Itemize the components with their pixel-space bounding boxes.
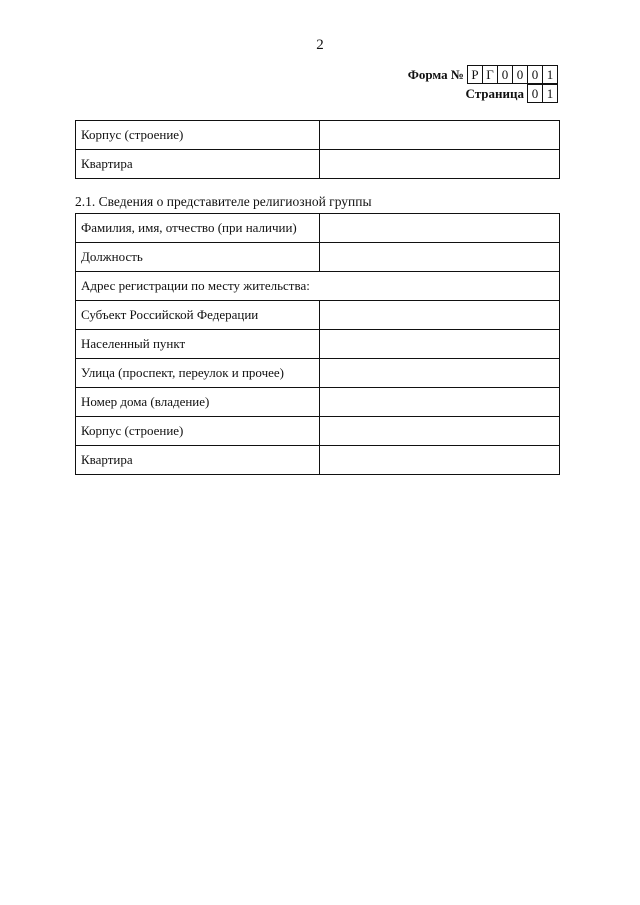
table-row — [76, 388, 560, 417]
street-field[interactable] — [320, 359, 560, 388]
section-title: 2.1. Сведения о представителе религиозной группы — [75, 194, 372, 209]
position-field[interactable] — [320, 243, 560, 272]
table-row — [76, 150, 560, 179]
form-code-cell: Р — [467, 65, 483, 84]
building-label: Корпус (строение) — [76, 121, 320, 150]
form-number-row — [408, 65, 558, 84]
locality-label: Населенный пункт — [76, 330, 320, 359]
building-field[interactable] — [320, 417, 560, 446]
building-value-field[interactable] — [320, 121, 560, 150]
subject-label: Субъект Российской Федерации — [76, 301, 320, 330]
form-code-cell: Г — [482, 65, 498, 84]
table-row — [76, 243, 560, 272]
table-row — [76, 446, 560, 475]
house-label: Номер дома (владение) — [76, 388, 320, 417]
page-number: 2 — [316, 37, 324, 53]
table-row — [76, 121, 560, 150]
house-field[interactable] — [320, 388, 560, 417]
full-name-field[interactable] — [320, 214, 560, 243]
top-table — [75, 120, 560, 179]
apartment-label: Квартира — [76, 446, 320, 475]
position-label: Должность — [76, 243, 320, 272]
form-code-cell: 0 — [527, 65, 543, 84]
form-code-cell: 0 — [497, 65, 513, 84]
form-header — [408, 65, 558, 103]
page-code-cell: 0 — [527, 84, 543, 103]
full-name-label: Фамилия, имя, отчество (при наличии) — [76, 214, 320, 243]
street-label: Улица (проспект, переулок и прочее) — [76, 359, 320, 388]
apartment-label: Квартира — [76, 150, 320, 179]
building-label: Корпус (строение) — [76, 417, 320, 446]
main-table-block — [75, 213, 560, 475]
form-code-cell: 0 — [512, 65, 528, 84]
locality-field[interactable] — [320, 330, 560, 359]
table-row — [76, 214, 560, 243]
page-code-label: Страница — [465, 85, 524, 101]
form-number-label: Форма № — [407, 66, 464, 82]
representative-table — [75, 213, 560, 475]
form-code-cell: 1 — [542, 65, 558, 84]
apartment-field[interactable] — [320, 446, 560, 475]
subject-field[interactable] — [320, 301, 560, 330]
top-table-block — [75, 120, 560, 179]
table-row — [76, 330, 560, 359]
table-row — [76, 417, 560, 446]
table-row — [76, 359, 560, 388]
apartment-value-field[interactable] — [320, 150, 560, 179]
address-header: Адрес регистрации по месту жительства: — [76, 272, 560, 301]
table-row — [76, 301, 560, 330]
page-code-cell: 1 — [542, 84, 558, 103]
table-row — [76, 272, 560, 301]
page-code-row — [408, 84, 558, 103]
